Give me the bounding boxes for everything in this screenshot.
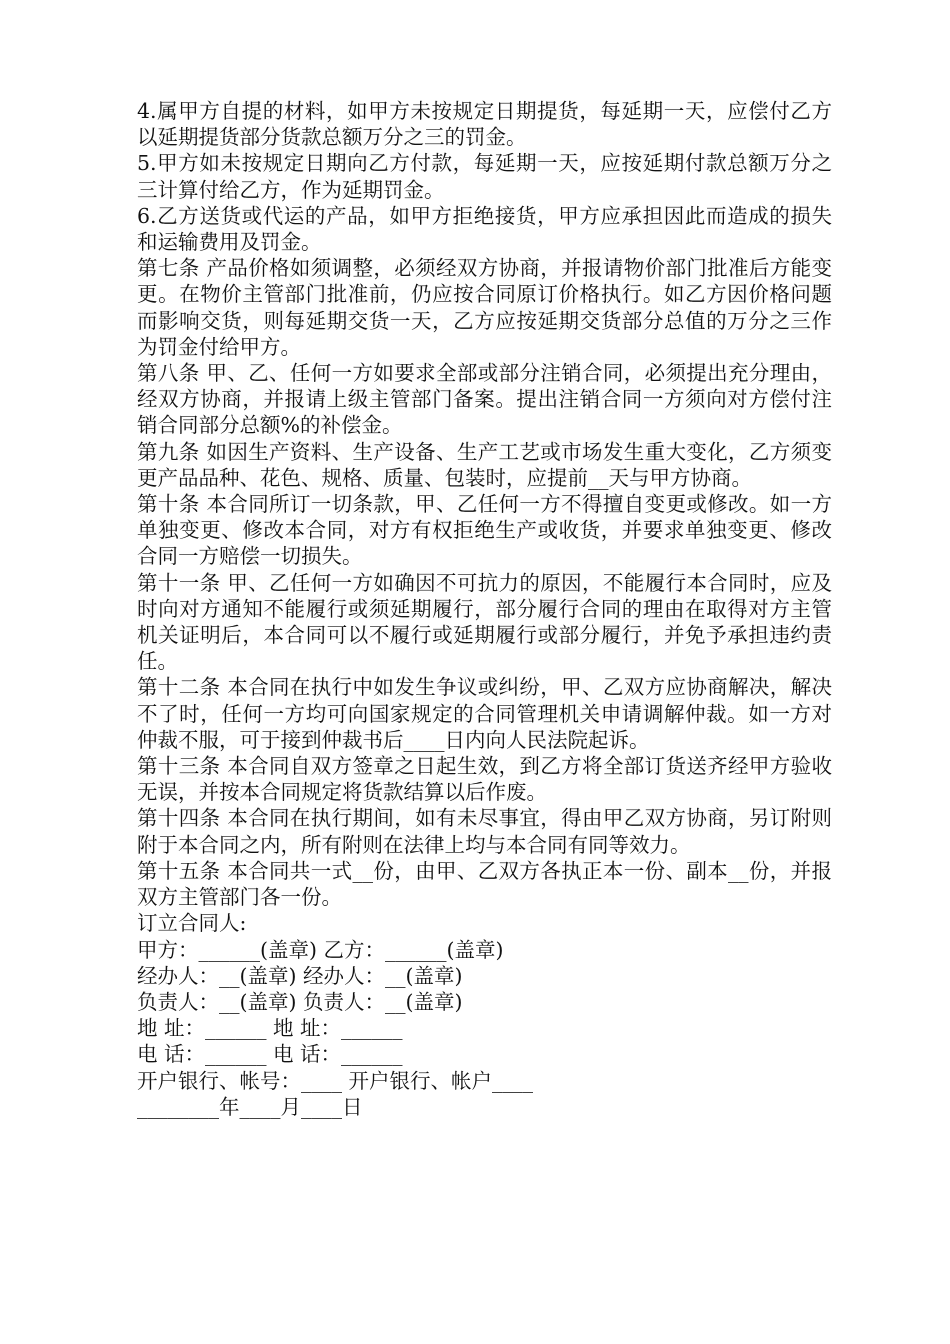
signature-block xyxy=(137,910,832,1120)
signature-manager-line: 负责人：__(盖章) 负责人：__(盖章) xyxy=(137,989,463,1014)
signature-address-line: 地 址：______ 地 址：______ xyxy=(137,1016,403,1041)
signature-bank-line: 开户银行、帐号：____ 开户银行、帐户____ xyxy=(137,1068,534,1093)
article-8-cancellation: 第八条 甲、乙、任何一方如要求全部或部分注销合同，必须提出充分理由，经双方协商，并报请上级主管部门备案。提出注销合同一方须向对方偿付注销合同部分总额%的补偿金。 xyxy=(137,361,832,438)
article-15-copies: 第十五条 本合同共一式__份，由甲、乙双方各执正本一份、副本__份，并报双方主管部门各一份。 xyxy=(137,858,832,910)
article-14-supplementary: 第十四条 本合同在执行期间，如有未尽事宜，得由甲乙双方协商，另订附则附于本合同之内，所有附则在法律上均与本合同有同等效力。 xyxy=(137,806,832,857)
article-7-price-adjustment: 第七条 产品价格如须调整，必须经双方协商，并报请物价部门批准后方能变更。在物价主管部门批准前，仍应按合同原订价格执行。如乙方因价格问题而影响交货，则每延期交货一天，乙方应按延期交货部分总值的万分之三作为罚金付给甲方。 xyxy=(137,256,832,359)
article-9-product-change: 第九条 如因生产资料、生产设备、生产工艺或市场发生重大变化，乙方须变更产品品种、花色、规格、质量、包装时，应提前__天与甲方协商。 xyxy=(137,439,832,490)
article-10-modification: 第十条 本合同所订一切条款，甲、乙任何一方不得擅自变更或修改。如一方单独变更、修改本合同，对方有权拒绝生产或收货，并要求单独变更、修改合同一方赔偿一切损失。 xyxy=(137,492,832,569)
signature-party-line: 甲方：______(盖章) 乙方：______(盖章) xyxy=(137,937,504,962)
signature-agent-line: 经办人：__(盖章) 经办人：__(盖章) xyxy=(137,963,463,988)
signature-phone-line: 电 话：______ 电 话：______ xyxy=(137,1042,403,1067)
signature-date-line: ________年____月____日 xyxy=(137,1094,363,1119)
contract-body xyxy=(137,98,832,1120)
clause-4-self-pickup: 4.属甲方自提的材料，如甲方未按规定日期提货，每延期一天，应偿付乙方以延期提货部分货款总额万分之三的罚金。 xyxy=(137,99,832,150)
clause-5-late-payment: 5.甲方如未按规定日期向乙方付款，每延期一天，应按延期付款总额万分之三计算付给乙方，作为延期罚金。 xyxy=(137,151,832,202)
signature-heading: 订立合同人: xyxy=(137,911,247,936)
clause-6-rejected-delivery: 6.乙方送货或代运的产品，如甲方拒绝接货，甲方应承担因此而造成的损失和运输费用及罚金。 xyxy=(137,203,832,255)
article-12-disputes: 第十二条 本合同在执行中如发生争议或纠纷，甲、乙双方应协商解决，解决不了时，任何一方均可向国家规定的合同管理机关申请调解仲裁。如一方对仲裁不服，可于接到仲裁书后____日内向人民法院起诉。 xyxy=(137,675,832,752)
article-11-force-majeure: 第十一条 甲、乙任何一方如确因不可抗力的原因，不能履行本合同时，应及时向对方通知不能履行或须延期履行，部分履行合同的理由在取得对方主管机关证明后，本合同可以不履行或延期履行或部分履行，并免予承担违约责任。 xyxy=(137,570,832,674)
article-13-effectiveness: 第十三条 本合同自双方签章之日起生效，到乙方将全部订货送齐经甲方验收无误，并按本合同规定将货款结算以后作废。 xyxy=(137,754,832,805)
